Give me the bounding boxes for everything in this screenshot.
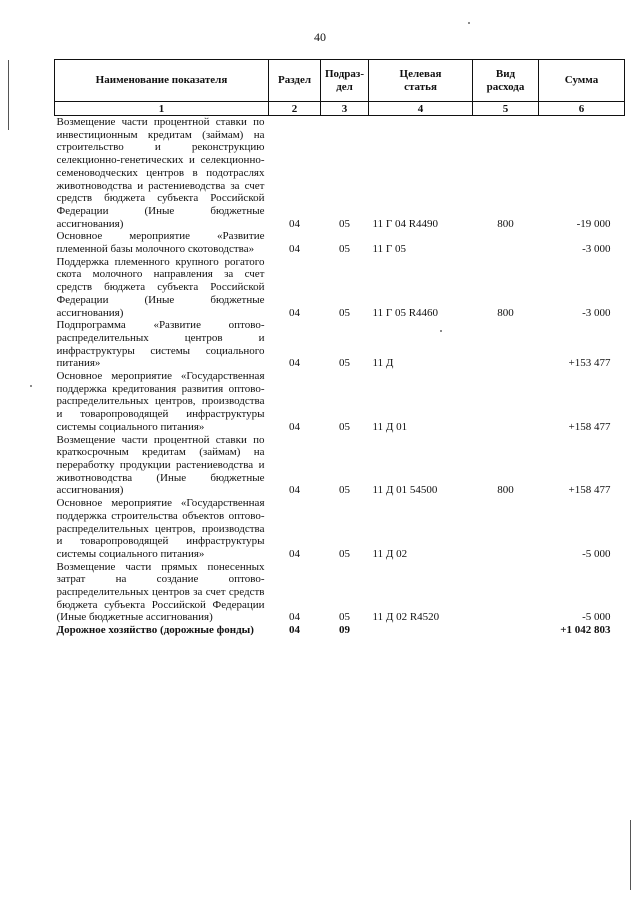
table-row xyxy=(55,370,625,434)
row-target-article: 11 Д xyxy=(372,357,394,370)
row-section: 04 xyxy=(289,306,300,319)
row-name: Основное мероприятие «Государственная поддержка кредитования развития оптово-распределительных центров, производства и товаропроводящей инфраструктуры системы социального питания» xyxy=(56,370,265,433)
scan-artifact-dot xyxy=(30,385,32,387)
row-expense-type xyxy=(473,370,539,434)
header-target-article: Целевая статья xyxy=(369,60,473,102)
row-name: Возмещение части процентной ставки по краткосрочным кредитам (займам) на переработку продукции растениеводства и животноводства (Иные бюджетные ассигнования) xyxy=(56,433,265,497)
row-subsection: 05 xyxy=(339,484,350,497)
table-row xyxy=(55,497,625,561)
row-name: Поддержка племенного крупного рогатого скота молочного направления за счет средств бюджета субъекта Российской Федерации (Иные бюджетные ассигнования) xyxy=(56,255,265,319)
budget-table xyxy=(54,59,625,637)
row-target-article xyxy=(369,624,473,637)
row-sum: +158 477 xyxy=(568,420,611,433)
row-name: Дорожное хозяйство (дорожные фонды) xyxy=(56,624,254,637)
scan-artifact-line xyxy=(8,60,9,130)
scan-artifact-dot xyxy=(468,22,470,24)
row-subsection: 09 xyxy=(339,624,350,637)
row-sum: -3 000 xyxy=(582,243,611,256)
scan-artifact-line xyxy=(630,820,631,890)
row-sum: -5 000 xyxy=(582,547,611,560)
row-expense-type xyxy=(473,497,539,561)
table-row xyxy=(55,434,625,498)
row-subsection: 05 xyxy=(339,217,350,230)
row-name: Основное мероприятие «Государственная поддержка строительства объектов оптово-распределительных центров, производства и товаропроводящей инфраструктуры системы социального питания» xyxy=(56,497,265,560)
header-sum: Сумма xyxy=(539,60,625,102)
column-number-row xyxy=(55,102,625,116)
row-sum: +153 477 xyxy=(568,357,611,370)
column-number: 3 xyxy=(321,102,369,116)
table-row xyxy=(55,256,625,320)
row-name: Возмещение части процентной ставки по инвестиционным кредитам (займам) на строительство и реконструкцию селекционно-генетических и селекционно-семеноводческих центров в подотраслях животноводства и растениеводства за счет средств бюджета субъекта Российской Федерации (Иные бюджетные ассигнования) xyxy=(56,116,265,230)
row-target-article: 11 Г 05 R4460 xyxy=(372,306,439,319)
table-row xyxy=(55,116,625,231)
row-name: Возмещение части прямых понесенных затрат на создание оптово-распределительных центров за счет средств бюджета субъекта Российской Федерации (Иные бюджетные ассигнования) xyxy=(56,560,265,624)
header-name: Наименование показателя xyxy=(55,60,269,102)
row-expense-type: 800 xyxy=(497,484,514,497)
table-row xyxy=(55,230,625,255)
row-subsection: 05 xyxy=(339,357,350,370)
header-section: Раздел xyxy=(269,60,321,102)
row-expense-type: 800 xyxy=(497,217,514,230)
row-section: 04 xyxy=(289,624,300,637)
row-expense-type xyxy=(473,230,539,255)
row-target-article: 11 Д 01 xyxy=(372,420,408,433)
row-target-article: 11 Г 05 xyxy=(372,243,406,256)
row-section: 04 xyxy=(289,357,300,370)
page-number: 40 xyxy=(314,30,326,44)
row-name: Подпрограмма «Развитие оптово-распределительных центров и инфраструктуры системы социального питания» xyxy=(56,319,265,370)
row-name: Основное мероприятие «Развитие племенной базы молочного скотоводства» xyxy=(56,230,265,256)
table-row xyxy=(55,624,625,637)
column-number: 1 xyxy=(55,102,269,116)
row-target-article: 11 Д 01 54500 xyxy=(372,484,438,497)
row-target-article: 11 Д 02 R4520 xyxy=(372,611,440,624)
row-sum: +158 477 xyxy=(568,484,611,497)
header-subsection: Подраз- дел xyxy=(321,60,369,102)
row-sum: -19 000 xyxy=(576,217,611,230)
row-expense-type xyxy=(473,624,539,637)
table-row xyxy=(55,561,625,625)
row-section: 04 xyxy=(289,484,300,497)
table-header-row xyxy=(55,60,625,102)
row-target-article: 11 Г 04 R4490 xyxy=(372,217,439,230)
row-expense-type xyxy=(473,561,539,625)
row-sum: -5 000 xyxy=(582,611,611,624)
row-expense-type: 800 xyxy=(497,306,514,319)
row-section: 04 xyxy=(289,217,300,230)
row-section: 04 xyxy=(289,547,300,560)
row-target-article: 11 Д 02 xyxy=(372,547,408,560)
row-subsection: 05 xyxy=(339,420,350,433)
row-section: 04 xyxy=(289,420,300,433)
header-expense-type: Вид расхода xyxy=(473,60,539,102)
column-number: 4 xyxy=(369,102,473,116)
row-expense-type xyxy=(473,319,539,370)
table-row xyxy=(55,319,625,370)
row-subsection: 05 xyxy=(339,243,350,256)
column-number: 2 xyxy=(269,102,321,116)
row-section: 04 xyxy=(289,611,300,624)
row-sum: -3 000 xyxy=(582,306,611,319)
row-subsection: 05 xyxy=(339,611,350,624)
row-section: 04 xyxy=(289,243,300,256)
column-number: 6 xyxy=(539,102,625,116)
row-subsection: 05 xyxy=(339,547,350,560)
row-subsection: 05 xyxy=(339,306,350,319)
row-sum: +1 042 803 xyxy=(560,624,611,637)
column-number: 5 xyxy=(473,102,539,116)
